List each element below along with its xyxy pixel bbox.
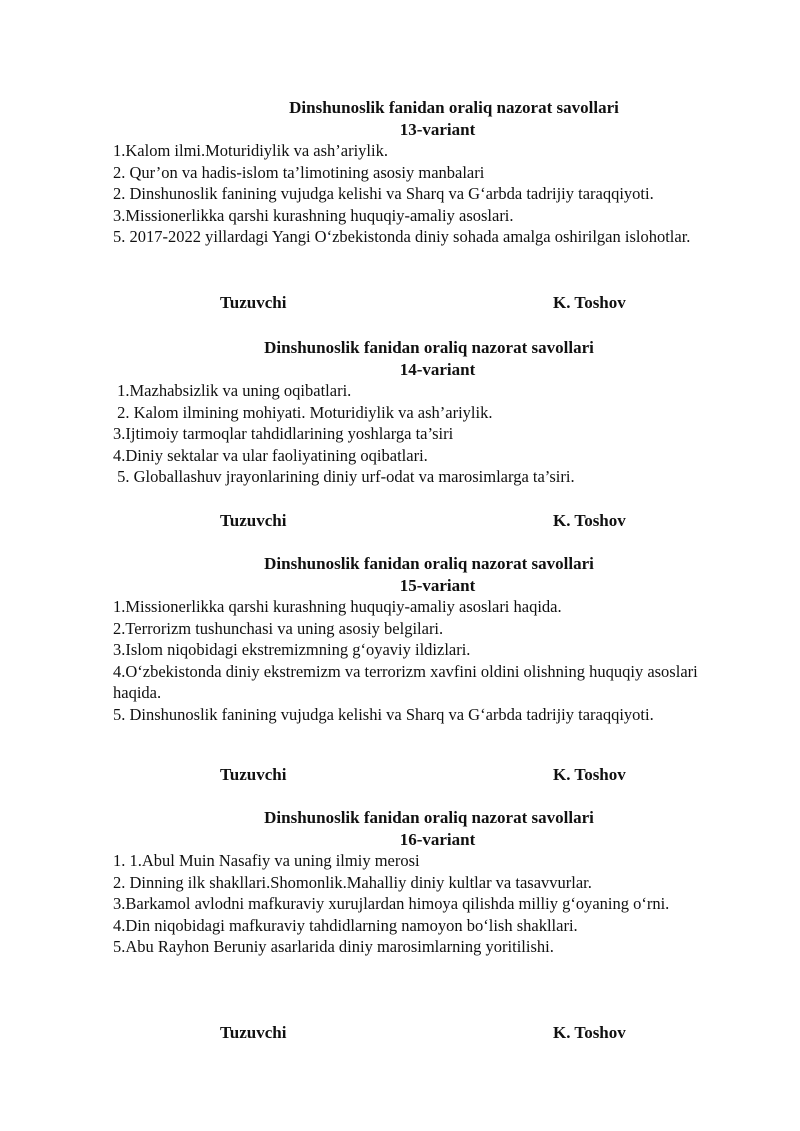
question-item: 3.Missionerlikka qarshi kurashning huquqiy-amaliy asoslari. (113, 205, 514, 225)
variant-section-16 (113, 807, 745, 1042)
compiler-label: Tuzuvchi (220, 765, 287, 784)
question-item: 5. 2017-2022 yillardagi Yangi O‘zbekistonda diniy sohada amalga oshirilgan islohotlar. (113, 227, 691, 247)
question-item: 5. Dinshunoslik fanining vujudga kelishi va Sharq va G‘arbda tadrijiy taraqqiyoti. (113, 704, 654, 724)
question-item: 3.Islom niqobidagi ekstremizmning g‘oyaviy ildizlari. (113, 640, 471, 660)
author-name: K. Toshov (553, 1023, 626, 1042)
signature-line (113, 510, 745, 532)
author-name: K. Toshov (553, 293, 626, 312)
variant-number: 16-variant (399, 830, 476, 849)
question-item: 1.Kalom ilmi.Moturidiylik va ash’ariylik. (113, 141, 388, 160)
section-title: Dinshunoslik fanidan oraliq nazorat savollari (264, 808, 594, 827)
question-item: 2. Kalom ilmining mohiyati. Moturidiylik va ash’ariylik. (113, 402, 493, 422)
question-item: 2.Terrorizm tushunchasi va uning asosiy belgilari. (113, 618, 444, 638)
question-item: 1.Missionerlikka qarshi kurashning huquqiy-amaliy asoslari haqida. (113, 597, 562, 616)
question-item: 1. 1.Abul Muin Nasafiy va uning ilmiy merosi (113, 851, 420, 870)
section-title: Dinshunoslik fanidan oraliq nazorat savollari (264, 554, 594, 573)
compiler-label: Tuzuvchi (220, 1023, 287, 1042)
question-item: 5. Globallashuv jrayonlarining diniy urf-odat va marosimlarga ta’siri. (113, 467, 575, 487)
variant-number: 13-variant (399, 120, 476, 139)
section-title: Dinshunoslik fanidan oraliq nazorat savollari (289, 98, 619, 117)
question-item: 2. Dinshunoslik fanining vujudga kelishi va Sharq va G‘arbda tadrijiy taraqqiyoti. (113, 184, 654, 204)
question-list (113, 140, 745, 248)
section-title: Dinshunoslik fanidan oraliq nazorat savollari (264, 338, 594, 357)
question-item: 4.Diniy sektalar va ular faoliyatining oqibatlari. (113, 445, 428, 465)
author-name: K. Toshov (553, 511, 626, 530)
question-list (113, 850, 745, 958)
author-name: K. Toshov (553, 765, 626, 784)
variant-number: 15-variant (399, 576, 476, 595)
question-item: 2. Dinning ilk shakllari.Shomonlik.Mahalliy diniy kultlar va tasavvurlar. (113, 872, 592, 892)
question-item: 4.Din niqobidagi mafkuraviy tahdidlarning namoyon bo‘lish shakllari. (113, 915, 578, 935)
question-item: 4.O‘zbekistonda diniy ekstremizm va terrorizm xavfini oldini olishning huquqiy asoslari haqida. (113, 661, 698, 703)
variant-section-15 (113, 553, 745, 784)
question-item: 3.Ijtimoiy tarmoqlar tahdidlarining yoshlarga ta’siri (113, 424, 454, 444)
signature-line (113, 1022, 745, 1044)
question-item: 2. Qur’on va hadis-islom ta’limotining asosiy manbalari (113, 162, 485, 182)
compiler-label: Tuzuvchi (220, 293, 287, 312)
variant-section-13 (113, 97, 745, 312)
question-item: 1.Mazhabsizlik va uning oqibatlari. (113, 381, 352, 400)
question-list (113, 596, 745, 726)
variant-section-14 (113, 337, 745, 530)
question-item: 5.Abu Rayhon Beruniy asarlarida diniy marosimlarning yoritilishi. (113, 937, 554, 957)
question-list (113, 380, 745, 488)
signature-line (113, 292, 745, 314)
variant-number: 14-variant (399, 360, 476, 379)
compiler-label: Tuzuvchi (220, 511, 287, 530)
question-item: 3.Barkamol avlodni mafkuraviy xurujlardan himoya qilishda milliy g‘oyaning o‘rni. (113, 894, 670, 914)
signature-line (113, 764, 745, 786)
